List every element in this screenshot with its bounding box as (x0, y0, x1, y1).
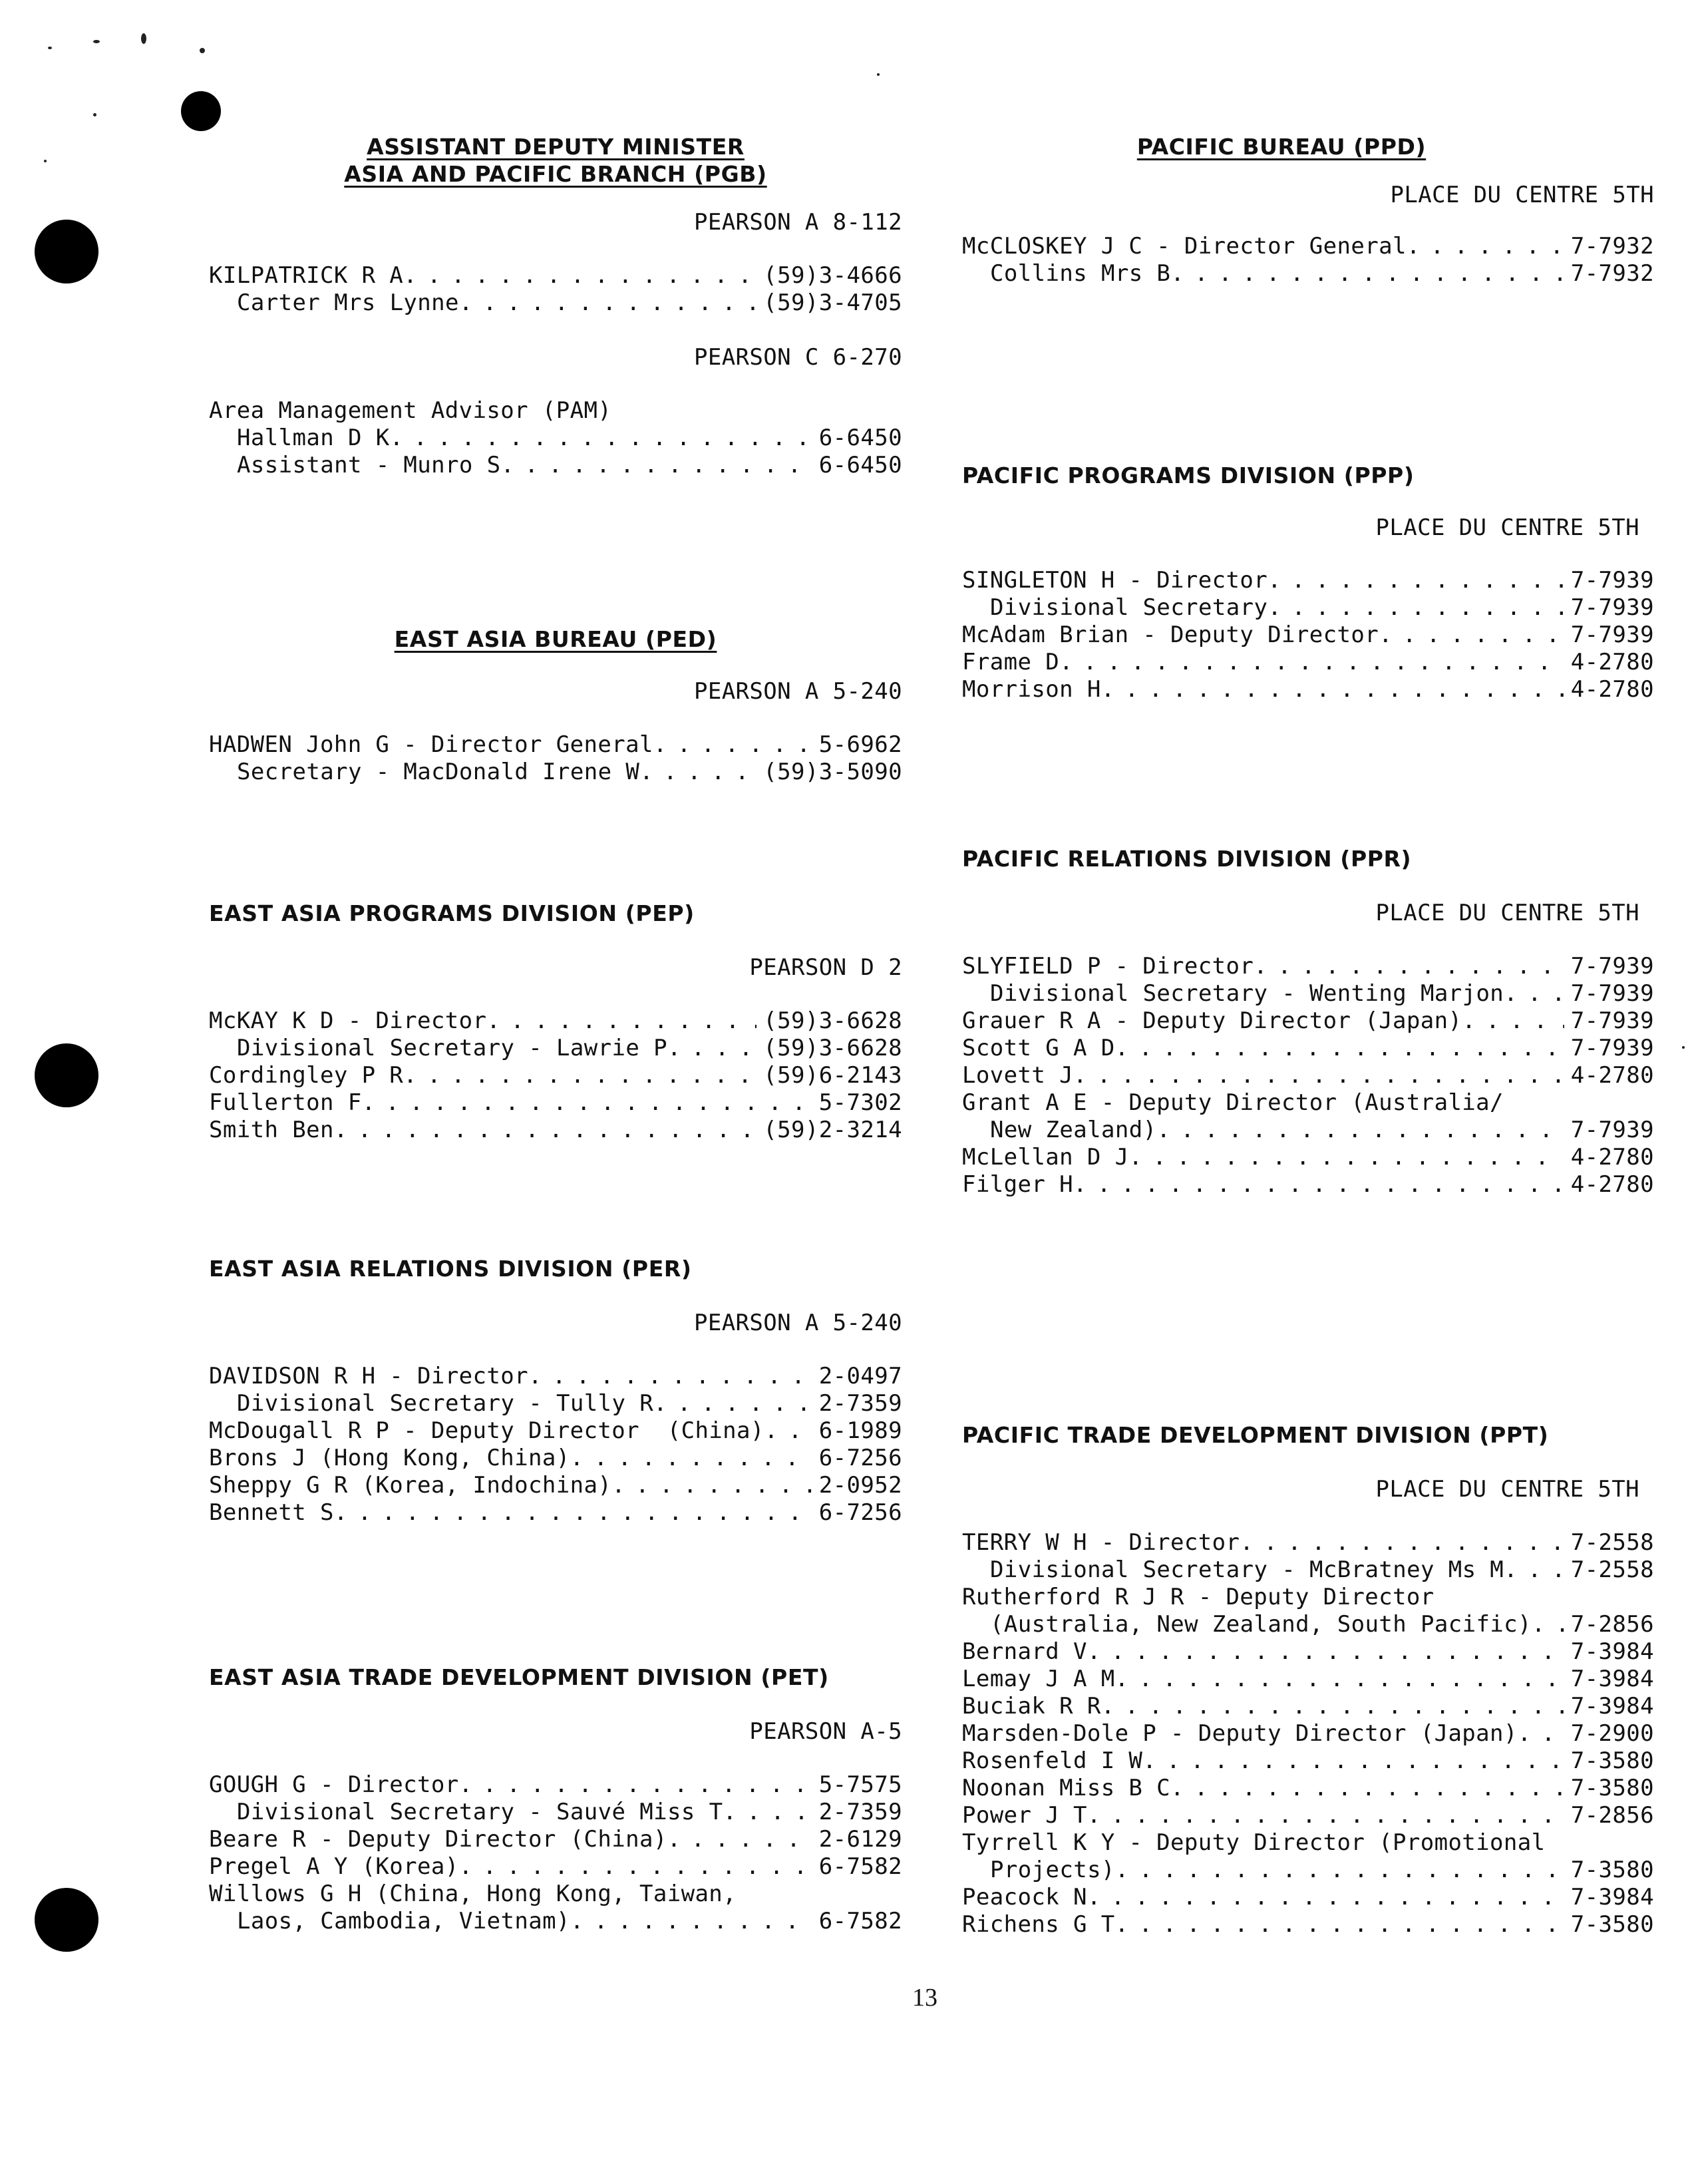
entry-name: Scott G A D (962, 1035, 1115, 1061)
entry-name: Secretary - MacDonald Irene W (237, 759, 640, 785)
scan-speck (48, 47, 52, 49)
entry-row (209, 1089, 902, 1117)
entry-phone: (59)3-6628 (763, 1035, 902, 1061)
entry-row (962, 260, 1654, 287)
entry-label: Willows G H (China, Hong Kong, Taiwan, (209, 1881, 737, 1907)
entry-row (962, 233, 1654, 260)
entry-name: Divisional Secretary - Sauvé Miss T (237, 1799, 723, 1825)
leader-dots (1115, 1857, 1564, 1884)
leader-dots (667, 1826, 812, 1853)
location: PEARSON A 5-240 (693, 678, 902, 705)
entry-name: GOUGH G - Director (209, 1771, 459, 1798)
entry-row (209, 1117, 902, 1144)
entries (962, 1529, 1654, 1938)
entry-row (209, 1007, 902, 1035)
entry-name: Hallman D K (237, 425, 390, 451)
leader-dots (1101, 676, 1564, 703)
entry-phone: 6-7582 (818, 1908, 902, 1934)
location: PEARSON D 2 (749, 954, 902, 981)
entry-name: Cordingley P R (209, 1062, 404, 1089)
leader-dots (1379, 622, 1564, 649)
leader-dots (1101, 1693, 1564, 1720)
section-title: PACIFIC TRADE DEVELOPMENT DIVISION (PPT) (962, 1422, 1549, 1448)
entry-row (962, 1611, 1654, 1638)
entry-row (962, 622, 1654, 649)
entry-name: SLYFIELD P - Director (962, 953, 1254, 980)
leader-dots (1128, 1144, 1564, 1171)
entry-phone: 6-7582 (818, 1853, 902, 1880)
section-ppd (962, 133, 1654, 287)
entry-row (962, 1007, 1654, 1035)
leader-dots (653, 731, 812, 759)
location: PLACE DU CENTRE 5TH (1390, 182, 1654, 208)
leader-dots (1170, 1775, 1564, 1802)
entry-name: TERRY W H - Director (962, 1529, 1240, 1556)
leader-dots (1504, 1556, 1564, 1584)
entry-phone: (59)6-2143 (763, 1062, 902, 1089)
entry-row (962, 953, 1654, 980)
leader-dots (1073, 1171, 1564, 1198)
entry-name: Projects) (990, 1857, 1115, 1883)
entry-label: Grant A E - Deputy Director (Australia/ (962, 1089, 1504, 1116)
entry-phone: (59)3-5090 (763, 759, 902, 785)
entry-row (962, 594, 1654, 622)
section-title: EAST ASIA PROGRAMS DIVISION (PEP) (209, 900, 695, 926)
entry-phone: (59)3-4666 (763, 262, 902, 289)
entry-row (962, 1171, 1654, 1198)
entry-phone: 2-7359 (818, 1799, 902, 1825)
entry-phone: 7-3580 (1570, 1911, 1654, 1938)
section-title: PACIFIC BUREAU (PPD) (1136, 134, 1427, 160)
entry-row (962, 1529, 1654, 1556)
entry-row (962, 649, 1654, 676)
entry-name: Power J T (962, 1802, 1087, 1829)
leader-dots (362, 1089, 812, 1117)
section-ppp (962, 462, 1654, 703)
leader-dots (334, 1117, 757, 1144)
entry-phone: 7-3984 (1570, 1666, 1654, 1692)
entry-name: Bernard V (962, 1638, 1087, 1665)
entry-row (209, 731, 902, 759)
leader-dots (1518, 1720, 1564, 1747)
entry-phone: 2-0497 (818, 1363, 902, 1389)
scan-speck (1682, 1046, 1685, 1049)
entry-row (209, 1908, 902, 1935)
entry-name: Rosenfeld I W (962, 1747, 1143, 1774)
leader-dots (611, 1472, 812, 1499)
entry-name: Smith Ben (209, 1117, 334, 1143)
leader-dots (1532, 1611, 1564, 1638)
page-number: 13 (912, 1984, 937, 2012)
location: PLACE DU CENTRE 5TH (1375, 1476, 1639, 1503)
entry-name: SINGLETON H - Director (962, 567, 1268, 594)
scan-speck (44, 160, 47, 162)
entry-phone: 4-2780 (1570, 1171, 1654, 1198)
entry-phone: 7-7932 (1570, 233, 1654, 260)
entry-row (209, 262, 902, 289)
entry-row (962, 1556, 1654, 1584)
entry-phone: 6-7256 (818, 1499, 902, 1526)
entry-row (962, 1802, 1654, 1829)
entry-name: Carter Mrs Lynne (237, 289, 459, 316)
entry-row (209, 1826, 902, 1853)
entry-name: Marsden-Dole P - Deputy Director (Japan) (962, 1720, 1518, 1747)
entry-row (962, 1775, 1654, 1802)
entry-name: McCLOSKEY J C - Director General (962, 233, 1407, 260)
entry-label: Area Management Advisor (PAM) (209, 397, 612, 424)
leader-dots (653, 1390, 812, 1417)
entry-row (209, 1445, 902, 1472)
section-title: EAST ASIA RELATIONS DIVISION (PER) (209, 1256, 692, 1282)
entries (209, 1007, 902, 1144)
entry-name: Frame D (962, 649, 1060, 675)
scan-speck (200, 48, 205, 53)
section-title: EAST ASIA BUREAU (PED) (394, 626, 717, 652)
leader-dots (723, 1799, 812, 1826)
section-ped (209, 626, 902, 786)
entry-phone: 2-6129 (818, 1826, 902, 1853)
leader-dots (486, 1007, 757, 1035)
entry-phone: 7-3984 (1570, 1638, 1654, 1665)
entry-name: Divisional Secretary (990, 594, 1268, 621)
section-title (209, 133, 902, 188)
entry-row (962, 567, 1654, 594)
entry-name: Morrison H (962, 676, 1101, 703)
leader-dots (1462, 1007, 1564, 1035)
leader-dots (764, 1417, 812, 1445)
entry-row (209, 289, 902, 317)
entry-name: Buciak R R (962, 1693, 1101, 1720)
entry-phone: 7-2856 (1570, 1802, 1654, 1829)
entry-name: Divisional Secretary - Lawrie P (237, 1035, 667, 1061)
binder-hole-bottom (35, 1888, 98, 1952)
entry-phone: 2-0952 (818, 1472, 902, 1499)
leader-dots (1059, 649, 1564, 676)
entry-row (962, 1857, 1654, 1884)
entry-name: Filger H (962, 1171, 1073, 1198)
entries (209, 397, 902, 479)
entry-name: New Zealand) (990, 1117, 1157, 1143)
entry-phone: 5-7302 (818, 1089, 902, 1116)
entry-phone: 7-3580 (1570, 1857, 1654, 1883)
entry-phone: 7-3580 (1570, 1747, 1654, 1774)
entry-phone: (59)3-4705 (763, 289, 902, 316)
entry-name: Peacock N (962, 1884, 1087, 1911)
leader-dots (390, 425, 812, 452)
leader-dots (1087, 1802, 1564, 1829)
section-per (209, 1255, 902, 1527)
leader-dots (1170, 260, 1564, 287)
entry-phone: (59)2-3214 (763, 1117, 902, 1143)
entry-row (209, 1853, 902, 1881)
entry-name: Collins Mrs B (990, 260, 1171, 287)
entry-row (962, 1062, 1654, 1089)
entry-phone: 7-3580 (1570, 1775, 1654, 1801)
section-title: EAST ASIA TRADE DEVELOPMENT DIVISION (PET) (209, 1664, 829, 1690)
entry-phone: 4-2780 (1570, 1144, 1654, 1171)
leader-dots (639, 759, 757, 786)
entry-row (209, 1363, 902, 1390)
entries (962, 233, 1654, 287)
entry-label: Rutherford R J R - Deputy Director (962, 1584, 1435, 1610)
leader-dots (1115, 1035, 1564, 1062)
leader-dots (1142, 1747, 1564, 1775)
entries (209, 731, 902, 786)
entry-name: Grauer R A - Deputy Director (Japan) (962, 1007, 1462, 1034)
entry-phone: 7-7939 (1570, 1117, 1654, 1143)
entry-row (209, 425, 902, 452)
scan-speck (877, 73, 880, 76)
entry-name: Divisional Secretary - Tully R (237, 1390, 654, 1417)
entry-name: McAdam Brian - Deputy Director (962, 622, 1379, 648)
entry-name: Lemay J A M (962, 1666, 1115, 1692)
entry-name: Lovett J (962, 1062, 1073, 1089)
entry-row (962, 1035, 1654, 1062)
entry-label: Tyrrell K Y - Deputy Director (Promotional (962, 1829, 1546, 1856)
title-line-2: ASIA AND PACIFIC BRANCH (PGB) (344, 161, 767, 187)
location: PLACE DU CENTRE 5TH (1375, 900, 1639, 926)
entry-phone: 6-7256 (818, 1445, 902, 1471)
entry-name: Divisional Secretary - McBratney Ms M (990, 1556, 1504, 1583)
section-title: PACIFIC RELATIONS DIVISION (PPR) (962, 846, 1412, 872)
entry-row (209, 1799, 902, 1826)
entry-phone: 4-2780 (1570, 649, 1654, 675)
entry-phone: 7-7939 (1570, 1007, 1654, 1034)
entry-row (962, 1144, 1654, 1171)
entry-phone: 7-3984 (1570, 1884, 1654, 1911)
location: PEARSON A-5 (749, 1718, 902, 1745)
entries (209, 1771, 902, 1935)
entry-phone: 7-2558 (1570, 1529, 1654, 1556)
location: PEARSON A 8-112 (693, 209, 902, 236)
leader-dots (1504, 980, 1564, 1007)
entry-phone: 7-7939 (1570, 1035, 1654, 1061)
entry-phone: 7-7932 (1570, 260, 1654, 287)
entry-row (209, 759, 902, 786)
entry-row (962, 676, 1654, 703)
location: PEARSON A 5-240 (693, 1310, 902, 1336)
entry-phone: 7-7939 (1570, 594, 1654, 621)
binder-hole-top (35, 220, 98, 283)
entry-row (962, 1117, 1654, 1144)
entry-row (962, 1693, 1654, 1720)
entry-row (209, 1499, 902, 1527)
leader-dots (1267, 567, 1564, 594)
leader-dots (667, 1035, 757, 1062)
entry-phone: 7-3984 (1570, 1693, 1654, 1720)
entries (209, 262, 902, 317)
entry-name: Noonan Miss B C (962, 1775, 1171, 1801)
section-title: PACIFIC PROGRAMS DIVISION (PPP) (962, 462, 1415, 488)
entry-name: Pregel A Y (Korea) (209, 1853, 459, 1880)
section-pep (209, 900, 902, 1144)
entry-phone: 6-6450 (818, 452, 902, 478)
leader-dots (1240, 1529, 1564, 1556)
entry-row (962, 1747, 1654, 1775)
entry-phone: 4-2780 (1570, 1062, 1654, 1089)
entries (209, 1363, 902, 1527)
entry-row (962, 1911, 1654, 1938)
entry-name: McDougall R P - Deputy Director (China) (209, 1417, 764, 1444)
leader-dots (1073, 1062, 1564, 1089)
entry-name: Beare R - Deputy Director (China) (209, 1826, 667, 1853)
section-pet (209, 1664, 902, 1935)
entry-name: Brons J (Hong Kong, China) (209, 1445, 570, 1471)
leader-dots (1254, 953, 1564, 980)
leader-dots (459, 1771, 812, 1799)
entry-name: Richens G T (962, 1911, 1115, 1938)
entry-name: McLellan D J (962, 1144, 1129, 1171)
entry-phone: 7-7939 (1570, 567, 1654, 594)
leader-dots (1407, 233, 1564, 260)
entry-phone: 7-2900 (1570, 1720, 1654, 1747)
leader-dots (501, 452, 812, 479)
leader-dots (1087, 1884, 1564, 1911)
entry-phone: 5-6962 (818, 731, 902, 758)
entry-phone: 2-7359 (818, 1390, 902, 1417)
entry-name: DAVIDSON R H - Director (209, 1363, 529, 1389)
section-ppr (962, 845, 1654, 1198)
location: PEARSON C 6-270 (693, 344, 902, 371)
entry-row (209, 1472, 902, 1499)
leader-dots (528, 1363, 812, 1390)
entry-name: KILPATRICK R A (209, 262, 404, 289)
entry-phone: 4-2780 (1570, 676, 1654, 703)
leader-dots (334, 1499, 812, 1527)
entry-phone: 5-7575 (818, 1771, 902, 1798)
entry-row (962, 980, 1654, 1007)
leader-dots (403, 262, 757, 289)
entry-row (209, 1771, 902, 1799)
punch-mark (181, 91, 221, 131)
leader-dots (459, 1853, 812, 1881)
entry-name: McKAY K D - Director (209, 1007, 487, 1034)
entry-row (962, 1720, 1654, 1747)
entry-name: Fullerton F (209, 1089, 362, 1116)
entry-phone: 7-2856 (1570, 1611, 1654, 1638)
entries (962, 567, 1654, 703)
location: PLACE DU CENTRE 5TH (1375, 514, 1639, 541)
entry-name: Bennett S (209, 1499, 334, 1526)
leader-dots (1156, 1117, 1564, 1144)
entry-name: Assistant - Munro S (237, 452, 501, 478)
entries (962, 953, 1654, 1198)
leader-dots (1115, 1911, 1564, 1938)
entry-phone: 6-6450 (818, 425, 902, 451)
leader-dots (1267, 594, 1564, 622)
entry-name: Divisional Secretary - Wenting Marjon (990, 980, 1504, 1007)
scan-speck (93, 113, 96, 116)
section-adm-pgb (209, 133, 902, 479)
leader-dots (459, 289, 757, 317)
entry-name: HADWEN John G - Director General (209, 731, 653, 758)
entry-row (962, 1666, 1654, 1693)
leader-dots (570, 1908, 812, 1935)
entry-row (962, 1638, 1654, 1666)
entry-name: Laos, Cambodia, Vietnam) (237, 1908, 570, 1934)
entry-name: Sheppy G R (Korea, Indochina) (209, 1472, 612, 1499)
leader-dots (570, 1445, 812, 1472)
entry-row (209, 1390, 902, 1417)
entry-row (209, 452, 902, 479)
entry-phone: 6-1989 (818, 1417, 902, 1444)
entry-phone: 7-7939 (1570, 622, 1654, 648)
entry-row (209, 1417, 902, 1445)
leader-dots (1115, 1666, 1564, 1693)
entry-phone: 7-7939 (1570, 953, 1654, 980)
entry-row (209, 1035, 902, 1062)
entry-row (209, 1062, 902, 1089)
leader-dots (403, 1062, 757, 1089)
entry-phone: 7-2558 (1570, 1556, 1654, 1583)
leader-dots (1087, 1638, 1564, 1666)
scan-speck (93, 40, 100, 43)
binder-hole-middle (35, 1043, 98, 1107)
entry-phone: (59)3-6628 (763, 1007, 902, 1034)
entry-name: (Australia, New Zealand, South Pacific) (990, 1611, 1532, 1638)
scan-speck (141, 33, 146, 44)
entry-row (962, 1884, 1654, 1911)
entry-phone: 7-7939 (1570, 980, 1654, 1007)
title-line-1: ASSISTANT DEPUTY MINISTER (367, 134, 745, 160)
section-ppt (962, 1421, 1654, 1938)
